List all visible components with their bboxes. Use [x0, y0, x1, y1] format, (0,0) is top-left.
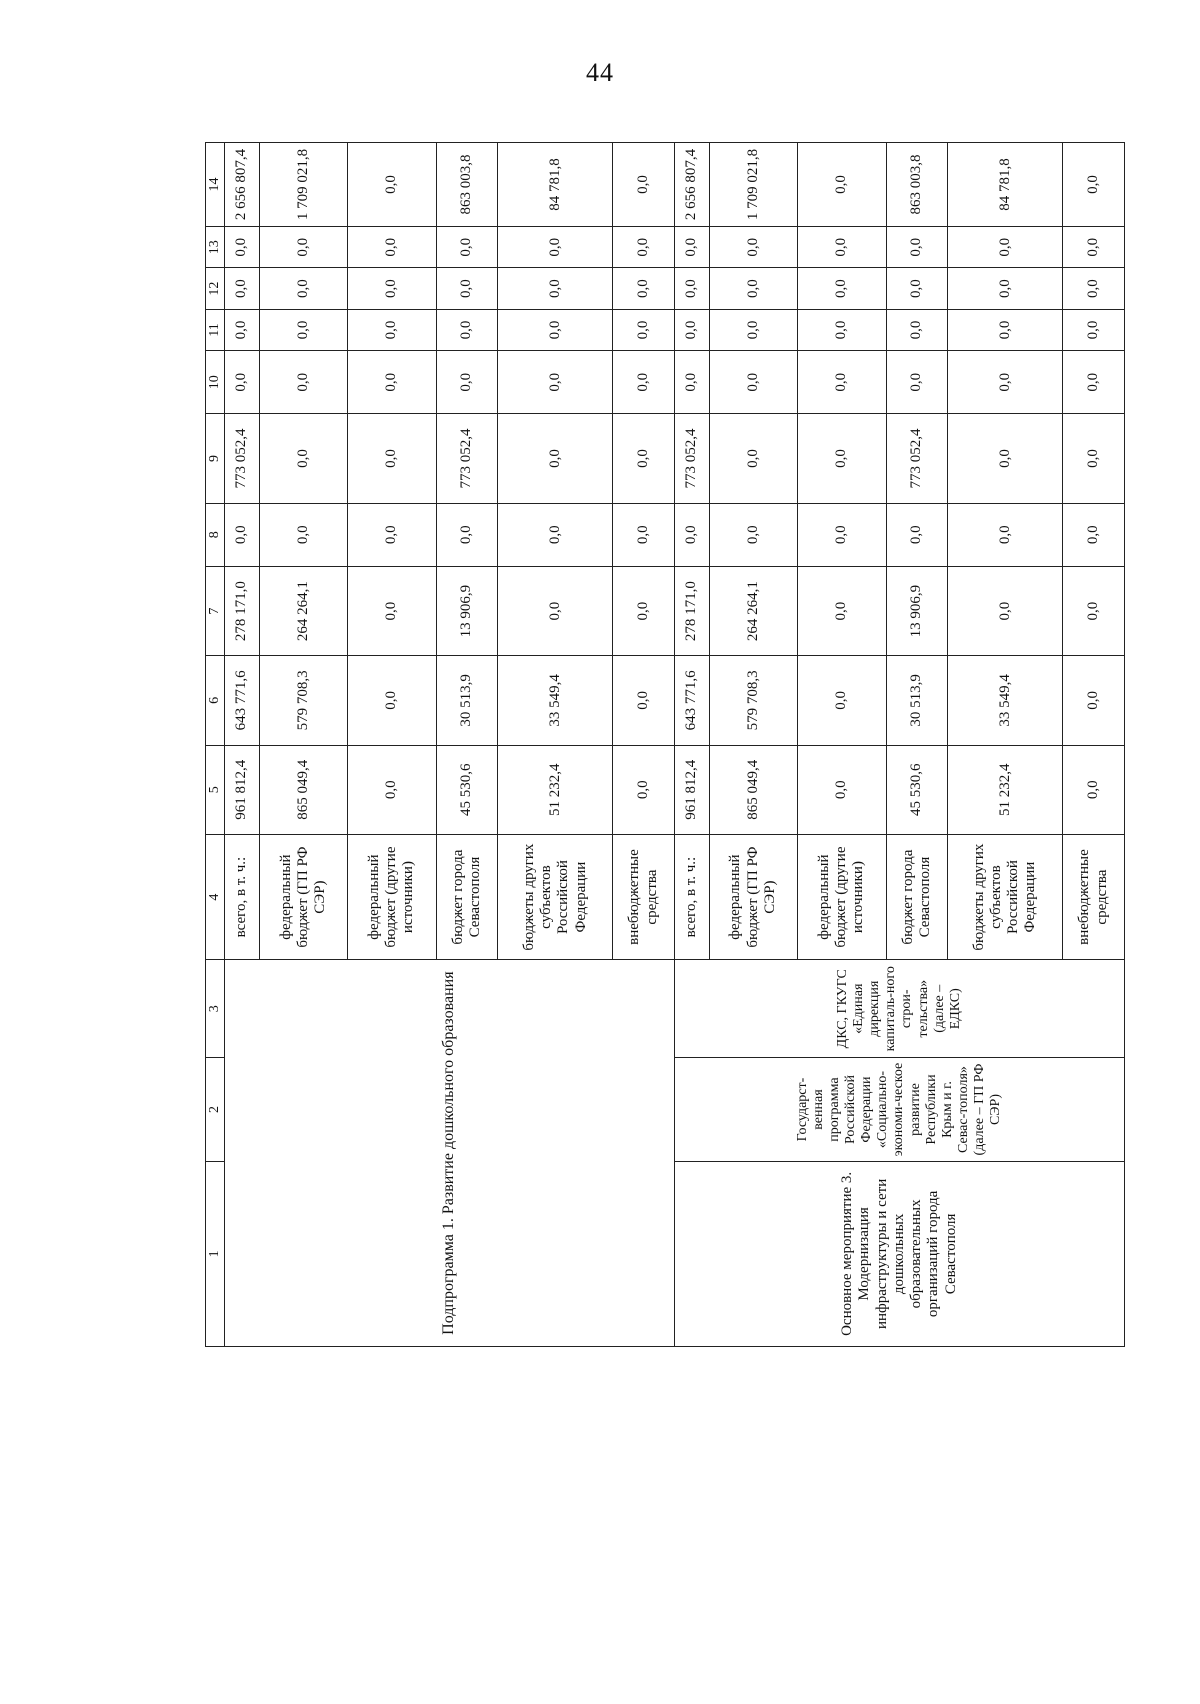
rotated-table-container [205, 142, 1125, 1347]
value-cell: 0,0 [1063, 227, 1125, 268]
value-cell: 0,0 [798, 351, 886, 414]
value-cell: 0,0 [1063, 566, 1125, 655]
column-number: 14 [206, 143, 225, 227]
value-cell: 0,0 [1063, 414, 1125, 503]
value-cell: 0,0 [948, 503, 1063, 566]
value-cell: 0,0 [225, 309, 260, 350]
value-cell: 0,0 [674, 351, 709, 414]
value-cell: 865 049,4 [259, 745, 347, 834]
measure-executor: ДКС, ГКУГС «Единая дирекция капиталь-ного строи-тельства» (далее – ЕДКС) [674, 960, 1124, 1058]
funding-source: внебюджетные средства [613, 834, 675, 959]
value-cell: 264 264,1 [259, 566, 347, 655]
value-cell: 0,0 [348, 566, 436, 655]
value-cell: 0,0 [674, 268, 709, 309]
value-cell: 773 052,4 [225, 414, 260, 503]
column-number: 8 [206, 503, 225, 566]
value-cell: 0,0 [259, 309, 347, 350]
value-cell: 0,0 [259, 227, 347, 268]
total-cell: 84 781,8 [948, 143, 1063, 227]
funding-source: федеральный бюджет (другие источники) [348, 834, 436, 959]
value-cell: 0,0 [948, 414, 1063, 503]
value-cell: 643 771,6 [674, 656, 709, 745]
total-cell: 863 003,8 [436, 143, 498, 227]
value-cell: 0,0 [674, 309, 709, 350]
column-number: 5 [206, 745, 225, 834]
value-cell: 33 549,4 [498, 656, 613, 745]
value-cell: 278 171,0 [674, 566, 709, 655]
value-cell: 0,0 [709, 503, 797, 566]
value-cell: 0,0 [613, 268, 675, 309]
column-number: 12 [206, 268, 225, 309]
value-cell: 773 052,4 [436, 414, 498, 503]
funding-source: внебюджетные средства [1063, 834, 1125, 959]
value-cell: 0,0 [1063, 268, 1125, 309]
total-cell: 1 709 021,8 [709, 143, 797, 227]
value-cell: 0,0 [948, 268, 1063, 309]
value-cell: 0,0 [674, 227, 709, 268]
value-cell: 0,0 [1063, 503, 1125, 566]
value-cell: 579 708,3 [709, 656, 797, 745]
value-cell: 0,0 [1063, 656, 1125, 745]
value-cell: 45 530,6 [436, 745, 498, 834]
funding-source: всего, в т. ч.: [674, 834, 709, 959]
funding-source: всего, в т. ч.: [225, 834, 260, 959]
column-number: 4 [206, 834, 225, 959]
value-cell: 0,0 [498, 566, 613, 655]
value-cell: 0,0 [709, 309, 797, 350]
funding-source: бюджеты других субъектов Российской Федерации [498, 834, 613, 959]
value-cell: 0,0 [798, 503, 886, 566]
value-cell: 0,0 [798, 227, 886, 268]
value-cell: 0,0 [1063, 309, 1125, 350]
funding-source: федеральный бюджет (ГП РФ СЭР) [709, 834, 797, 959]
value-cell: 0,0 [886, 227, 948, 268]
column-number: 3 [206, 960, 225, 1058]
value-cell: 0,0 [498, 351, 613, 414]
column-number: 11 [206, 309, 225, 350]
value-cell: 0,0 [348, 309, 436, 350]
value-cell: 0,0 [709, 351, 797, 414]
value-cell: 30 513,9 [886, 656, 948, 745]
measure-name: Основное мероприятие 3. Модернизация инфраструктуры и сети дошкольных образовательных организаций города Севастополя [674, 1161, 1124, 1346]
total-cell: 0,0 [1063, 143, 1125, 227]
column-number-row [206, 143, 225, 1347]
budget-table [205, 142, 1125, 1347]
value-cell: 0,0 [948, 309, 1063, 350]
value-cell: 0,0 [225, 227, 260, 268]
total-cell: 84 781,8 [498, 143, 613, 227]
value-cell: 13 906,9 [436, 566, 498, 655]
total-cell: 0,0 [613, 143, 675, 227]
value-cell: 0,0 [886, 309, 948, 350]
value-cell: 0,0 [498, 414, 613, 503]
funding-source: бюджеты других субъектов Российской Федерации [948, 834, 1063, 959]
value-cell: 0,0 [225, 351, 260, 414]
value-cell: 0,0 [348, 656, 436, 745]
value-cell: 0,0 [498, 309, 613, 350]
table-row [225, 143, 260, 1347]
value-cell: 0,0 [348, 414, 436, 503]
value-cell: 0,0 [798, 414, 886, 503]
value-cell: 51 232,4 [498, 745, 613, 834]
measure-program: Государст-венная программа Российской Федерации «Социально-экономи-ческое развитие Республики Крым и г. Севас-тополя» (далее – ГП РФ СЭР) [674, 1058, 1124, 1162]
column-number: 9 [206, 414, 225, 503]
funding-source: бюджет города Севастополя [436, 834, 498, 959]
value-cell: 0,0 [498, 503, 613, 566]
value-cell: 13 906,9 [886, 566, 948, 655]
value-cell: 0,0 [1063, 351, 1125, 414]
total-cell: 0,0 [798, 143, 886, 227]
value-cell: 0,0 [613, 566, 675, 655]
value-cell: 264 264,1 [709, 566, 797, 655]
value-cell: 0,0 [436, 309, 498, 350]
column-number: 2 [206, 1058, 225, 1162]
value-cell: 0,0 [259, 414, 347, 503]
value-cell: 0,0 [613, 503, 675, 566]
value-cell: 0,0 [436, 503, 498, 566]
value-cell: 30 513,9 [436, 656, 498, 745]
value-cell: 961 812,4 [225, 745, 260, 834]
column-number: 13 [206, 227, 225, 268]
value-cell: 0,0 [798, 745, 886, 834]
value-cell: 45 530,6 [886, 745, 948, 834]
column-number: 7 [206, 566, 225, 655]
value-cell: 0,0 [948, 351, 1063, 414]
value-cell: 0,0 [259, 503, 347, 566]
value-cell: 0,0 [709, 414, 797, 503]
value-cell: 0,0 [613, 745, 675, 834]
value-cell: 0,0 [348, 268, 436, 309]
total-cell: 863 003,8 [886, 143, 948, 227]
value-cell: 0,0 [709, 227, 797, 268]
total-cell: 2 656 807,4 [674, 143, 709, 227]
value-cell: 0,0 [798, 656, 886, 745]
funding-source: федеральный бюджет (ГП РФ СЭР) [259, 834, 347, 959]
value-cell: 0,0 [798, 268, 886, 309]
value-cell: 51 232,4 [948, 745, 1063, 834]
value-cell: 643 771,6 [225, 656, 260, 745]
value-cell: 0,0 [1063, 745, 1125, 834]
value-cell: 0,0 [348, 351, 436, 414]
value-cell: 0,0 [948, 566, 1063, 655]
value-cell: 0,0 [886, 503, 948, 566]
value-cell: 0,0 [613, 309, 675, 350]
value-cell: 0,0 [613, 414, 675, 503]
value-cell: 773 052,4 [886, 414, 948, 503]
value-cell: 278 171,0 [225, 566, 260, 655]
value-cell: 0,0 [613, 351, 675, 414]
column-number: 1 [206, 1161, 225, 1346]
value-cell: 0,0 [798, 309, 886, 350]
total-cell: 1 709 021,8 [259, 143, 347, 227]
value-cell: 0,0 [498, 268, 613, 309]
value-cell: 0,0 [886, 268, 948, 309]
value-cell: 865 049,4 [709, 745, 797, 834]
value-cell: 0,0 [498, 227, 613, 268]
value-cell: 0,0 [709, 268, 797, 309]
value-cell: 33 549,4 [948, 656, 1063, 745]
value-cell: 0,0 [225, 268, 260, 309]
value-cell: 0,0 [225, 503, 260, 566]
total-cell: 2 656 807,4 [225, 143, 260, 227]
funding-source: федеральный бюджет (другие источники) [798, 834, 886, 959]
table-row [674, 143, 709, 1347]
funding-source: бюджет города Севастополя [886, 834, 948, 959]
value-cell: 579 708,3 [259, 656, 347, 745]
value-cell: 0,0 [348, 227, 436, 268]
column-number: 10 [206, 351, 225, 414]
value-cell: 0,0 [436, 351, 498, 414]
value-cell: 0,0 [436, 268, 498, 309]
value-cell: 0,0 [948, 227, 1063, 268]
column-number: 6 [206, 656, 225, 745]
total-cell: 0,0 [348, 143, 436, 227]
value-cell: 0,0 [613, 656, 675, 745]
value-cell: 961 812,4 [674, 745, 709, 834]
value-cell: 0,0 [259, 351, 347, 414]
value-cell: 0,0 [613, 227, 675, 268]
value-cell: 0,0 [436, 227, 498, 268]
value-cell: 0,0 [674, 503, 709, 566]
value-cell: 0,0 [348, 745, 436, 834]
value-cell: 0,0 [798, 566, 886, 655]
value-cell: 0,0 [886, 351, 948, 414]
value-cell: 0,0 [348, 503, 436, 566]
value-cell: 773 052,4 [674, 414, 709, 503]
page-number: 44 [586, 58, 614, 87]
subprogram-title: Подпрограмма 1. Развитие дошкольного образования [225, 960, 675, 1347]
value-cell: 0,0 [259, 268, 347, 309]
